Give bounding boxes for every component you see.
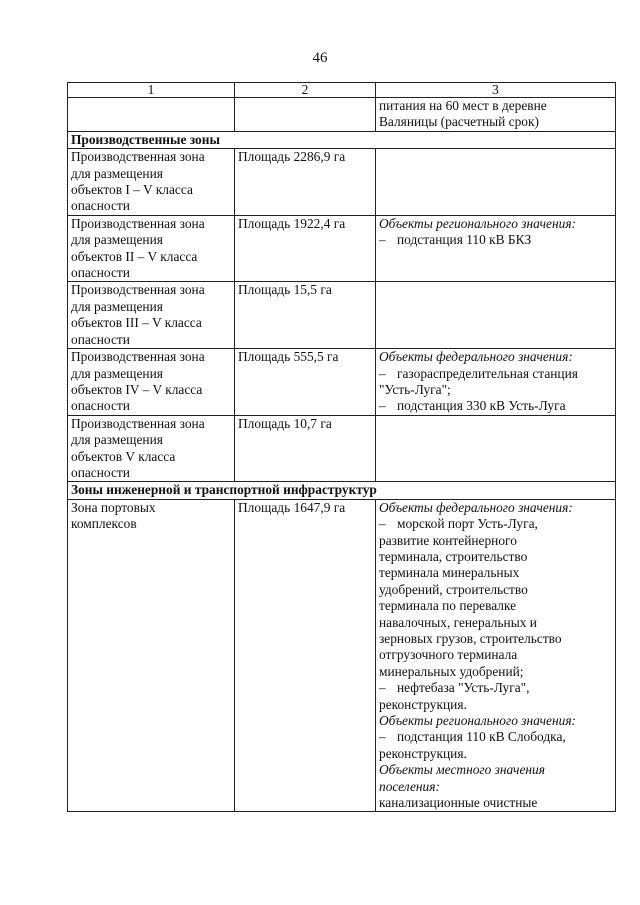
section-row xyxy=(68,131,616,148)
object-text: "Усть-Луга"; xyxy=(379,381,451,397)
zone-cell xyxy=(68,215,235,282)
object-item-continued xyxy=(379,582,613,598)
zone-line: опасности xyxy=(71,398,130,414)
list-dash: – xyxy=(379,516,386,532)
objects-heading: Объекты регионального значения: xyxy=(379,215,577,231)
objects-line: канализационные очистные xyxy=(379,795,538,811)
object-item xyxy=(379,232,613,248)
table-row xyxy=(68,149,616,216)
area-value: Площадь 1647,9 га xyxy=(238,499,346,515)
zone-line: объектов I – V класса xyxy=(71,182,193,198)
zone-cell xyxy=(68,98,235,132)
object-text: терминала по перевалке xyxy=(379,598,517,614)
object-item-continued xyxy=(379,598,613,614)
object-item-continued xyxy=(379,631,613,647)
object-item xyxy=(379,680,613,696)
area-cell xyxy=(235,415,376,482)
zone-line: опасности xyxy=(71,331,130,347)
list-dash: – xyxy=(379,365,386,381)
area-cell xyxy=(235,349,376,416)
object-text: терминала, строительство xyxy=(379,548,528,564)
object-item-continued xyxy=(379,565,613,581)
object-item xyxy=(379,366,613,382)
area-cell xyxy=(235,98,376,132)
object-item-continued xyxy=(379,615,613,631)
zones-table xyxy=(67,82,616,812)
area-value: Площадь 15,5 га xyxy=(238,282,332,298)
page-number: 46 xyxy=(312,50,328,66)
list-dash: – xyxy=(379,398,386,414)
continuation-row xyxy=(68,98,616,132)
object-text: реконструкция. xyxy=(379,745,467,761)
table-row xyxy=(68,349,616,416)
object-text: подстанция 330 кВ Усть-Луга xyxy=(397,398,566,414)
zone-line: Зона портовых xyxy=(71,499,156,515)
area-cell xyxy=(235,149,376,216)
zone-cell xyxy=(68,149,235,216)
objects-heading: Объекты регионального значения: xyxy=(379,713,577,729)
object-text: отгрузочного терминала xyxy=(379,647,518,663)
table-row xyxy=(68,282,616,349)
zone-line: Производственная зона xyxy=(71,282,205,298)
object-item-continued xyxy=(379,664,613,680)
object-item-continued xyxy=(379,746,613,762)
object-text: подстанция 110 кВ Слободка, xyxy=(397,729,566,745)
section-row xyxy=(68,482,616,499)
zone-line: комплексов xyxy=(71,516,137,532)
object-item-continued xyxy=(379,697,613,713)
area-cell xyxy=(235,499,376,812)
zone-line: объектов V класса xyxy=(71,448,176,464)
table-row xyxy=(68,415,616,482)
area-value: Площадь 1922,4 га xyxy=(238,215,346,231)
object-text: реконструкция. xyxy=(379,696,467,712)
object-item-continued xyxy=(379,647,613,663)
section-title: Производственные зоны xyxy=(68,131,616,148)
zone-line: для размещения xyxy=(71,298,163,314)
zone-line: Производственная зона xyxy=(71,349,205,365)
object-text: газораспределительная станция xyxy=(397,365,578,381)
zone-line: объектов II – V класса xyxy=(71,248,198,264)
zone-line: Производственная зона xyxy=(71,215,205,231)
object-text: нефтебаза "Усть-Луга", xyxy=(397,680,530,696)
objects-cell xyxy=(376,499,616,812)
object-text: терминала минеральных xyxy=(379,565,520,581)
objects-heading: Объекты федерального значения: xyxy=(379,349,573,365)
object-text: морской порт Усть-Луга, xyxy=(397,516,538,532)
zone-line: опасности xyxy=(71,198,130,214)
list-dash: – xyxy=(379,232,386,248)
object-text: развитие контейнерного xyxy=(379,532,517,548)
zone-cell xyxy=(68,282,235,349)
zone-line: объектов III – V класса xyxy=(71,315,202,331)
zone-cell xyxy=(68,499,235,812)
object-item xyxy=(379,516,613,532)
object-text: навалочных, генеральных и xyxy=(379,614,537,630)
area-cell xyxy=(235,215,376,282)
object-item xyxy=(379,398,613,414)
column-header: 2 xyxy=(235,83,376,98)
zone-cell xyxy=(68,415,235,482)
zones-table-body xyxy=(68,83,616,812)
zone-line: объектов IV – V класса xyxy=(71,381,203,397)
object-text: удобрений, строительство xyxy=(379,581,528,597)
list-dash: – xyxy=(379,680,386,696)
object-item-continued xyxy=(379,382,613,398)
area-value: Площадь 555,5 га xyxy=(238,349,339,365)
zone-line: опасности xyxy=(71,265,130,281)
object-item-continued xyxy=(379,533,613,549)
objects-cell xyxy=(376,149,616,216)
list-dash: – xyxy=(379,729,386,745)
objects-cell xyxy=(376,349,616,416)
section-title: Зоны инженерной и транспортной инфраструктур xyxy=(68,482,616,499)
object-text: минеральных удобрений; xyxy=(379,663,524,679)
object-text: зерновых грузов, строительство xyxy=(379,631,562,646)
zone-line: опасности xyxy=(71,464,130,480)
objects-line: Валяницы (расчетный срок) xyxy=(379,114,539,130)
object-item-continued xyxy=(379,549,613,565)
column-header: 3 xyxy=(376,83,616,98)
area-value: Площадь 10,7 га xyxy=(238,415,332,431)
objects-cell xyxy=(376,415,616,482)
objects-heading: поселения: xyxy=(379,778,440,794)
area-cell xyxy=(235,282,376,349)
zone-cell xyxy=(68,349,235,416)
zone-line: Производственная зона xyxy=(71,415,205,431)
objects-cell xyxy=(376,282,616,349)
zone-line: для размещения xyxy=(71,365,163,381)
objects-heading: Объекты местного значения xyxy=(379,762,545,778)
objects-line: питания на 60 мест в деревне xyxy=(379,98,547,113)
object-item xyxy=(379,729,613,745)
table-row xyxy=(68,215,616,282)
table-row xyxy=(68,499,616,812)
column-header: 1 xyxy=(68,83,235,98)
area-value: Площадь 2286,9 га xyxy=(238,149,346,165)
zone-line: для размещения xyxy=(71,165,163,181)
zone-line: Производственная зона xyxy=(71,149,205,165)
object-text: подстанция 110 кВ БКЗ xyxy=(397,232,532,248)
table-header-row xyxy=(68,83,616,98)
objects-cell xyxy=(376,98,616,132)
objects-cell xyxy=(376,215,616,282)
objects-heading: Объекты федерального значения: xyxy=(379,499,573,515)
zone-line: для размещения xyxy=(71,232,163,248)
zone-line: для размещения xyxy=(71,432,163,448)
